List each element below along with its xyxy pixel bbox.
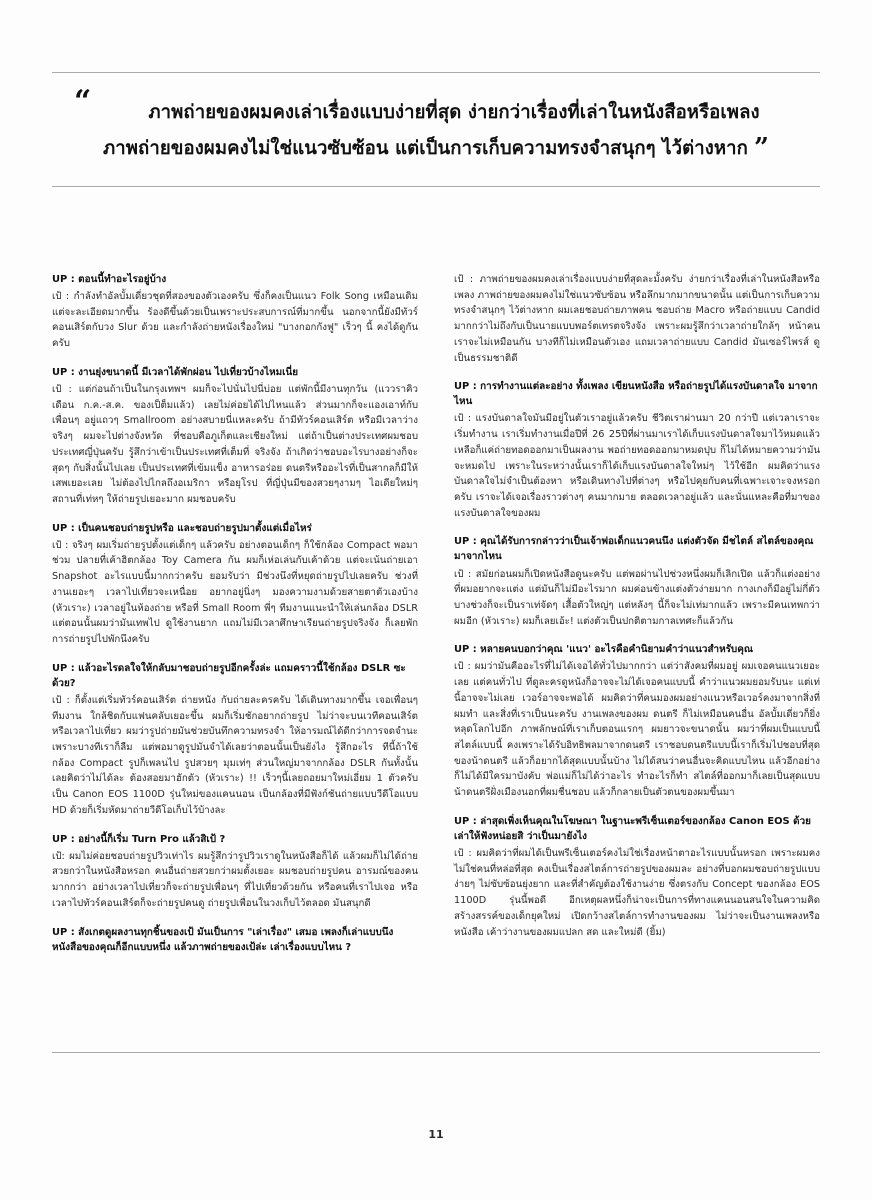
question-text: UP : คุณได้รับการกล่าวว่าเป็นเจ้าพ่อเด็กแนวคนนึง แต่งตัวจัด มีชไตล์ สไตล์ของคุณ มาจากไหน xyxy=(454,536,814,563)
question-text: UP : ตอนนี้ทำอะไรอยู่บ้าง xyxy=(52,274,167,285)
footer-rule xyxy=(52,1052,820,1053)
qa-block xyxy=(52,661,418,819)
pull-quote-line-2-wrap xyxy=(70,128,802,168)
qa-block xyxy=(454,814,820,940)
question-text: UP : สังเกตดูผลงานทุกชิ้นของเป้ มันเป็นการ "เล่าเรื่อง" เสมอ เพลงก็เล่าแบบนึง หนังสือของคุณก็อีกแบบหนึ่ง แล้วภาพถ่ายของเป้ล่ะ เล่าเรื่องแบบไหน ? xyxy=(52,926,394,953)
question-text: UP : ล่าสุดเพิ่งเห็นคุณในโฆษณา ในฐานะพรีเซ็นเตอร์ของกล้อง Canon EOS ด้วย เล่าให้ฟังหน่อยสิ ว่าเป็นมายังไง xyxy=(454,815,811,842)
qa-block xyxy=(52,365,418,508)
question-text: UP : เป็นคนชอบถ่ายรูปหรือ และชอบถ่ายรูปมาตั้งแต่เมื่อไหร่ xyxy=(52,522,312,534)
question-text: UP : การทำงานแต่ละอย่าง ทั้งเพลง เขียนหนังสือ หรือถ่ายรูปได้แรงบันดาลใจ มาจากไหน xyxy=(454,381,818,408)
qa-block xyxy=(52,925,418,955)
question-text: UP : อย่างนี้ก็เริ่ม Turn Pro แล้วสิเป้ ? xyxy=(52,833,226,845)
page-number: 11 xyxy=(428,1128,444,1141)
question-text: UP : หลายคนบอกว่าคุณ 'แนว' อะไรคือคำนิยามคำว่าแนวสำหรับคุณ xyxy=(454,644,754,656)
quote-open-mark: “ xyxy=(74,84,92,119)
qa-block xyxy=(454,272,820,366)
pull-quote-block xyxy=(52,72,820,187)
qa-block xyxy=(454,379,820,521)
quote-close-mark: ” xyxy=(753,132,769,163)
qa-block xyxy=(454,534,820,629)
answer-text: เป้ : แต่ก่อนถ้าเป็นในกรุงเทพฯ ผมก็จะไปนั่นไปนี่บ่อย แต่พักนี้มีงานทุกวัน (แววราคิวเดือน ก.ค.-ส.ค. ของเป็ต็มแล้ว) เลยไม่ค่อยได้ไปไหนแล้ว ส่วนมากก็จะแองเอาท์กับเพื่อนๆ อยู่แถวๆ Smallroom อย่างสบายนี่แหละครับ ถ้ามีทัวร์คอนเสิร์ต หรือมีเวลาว่างจริงๆ ผมจะไปต่างจังหวัด ที่ชอบคือภูเก็ตและเชียงใหม่ แต่ถ้าเป็นต่างประเทศผมชอบประเทศญี่ปุ่นครับ รู้สึกว่าเข้าเป็นประเทศที่เต็มที่ จริงจัง ถ้าเกิดว่าชอบอะไรบางอย่างก็จะสุดๆ กับสิ่งนั้นไปเลย เป็นประเทศที่เข้มแข็ง อาหารอร่อย ดนตรีหรืออะไรที่เป็นสากลก็มีให้เสพเยอะเลย ไม่ต้องไปไกลถึงอเมริกา หรือยุโรป ที่ญี่ปุ่นมีของสวยๆงามๆ ไอเดียใหม่ๆ สถานที่เท่หๆ ให้ถ่ายรูปเยอะมาก ผมชอบครับ xyxy=(52,383,418,505)
pull-quote xyxy=(52,73,820,186)
answer-text: เป้ : แรงบันดาลใจมันมีอยู่ในตัวเราอยู่แล้วครับ ชีวิตเราผ่านมา 20 กว่าปี แต่เวลาเราจะเริ่มทำงาน เราเริ่มทำงานเมื่อปีที่ 26 25ปีที่ผ่านมาเราได้เก็บแรงบันดาลใจมาไว้หมดแล้ว เหลือก็แค่ถ่ายทอดออกมาเป็นผลงาน พอถ่ายทอดออกมาหมดปุบ ก็ไม่ได้หมายความว่ามันจะหมดไป เพราะในระหว่างนั้นเราก็ได้เก็บแรงบันดาลใจใหม่ๆ ไว้ใช้อีก ผมคิดว่าแรงบันดาลใจไม่จำเป็นต้องหา หรือเดินทางไปที่ต่างๆ หรือไปคุยกับคนที่เฉพาะเจาะจงหรอกครับ เราจะได้เจอเรื่องราวต่างๆ คนมากมาย ตลอดเวลาอยู่แล้ว และนั่นแหละคือที่มาของแรงบันดาลใจของผม xyxy=(454,413,820,519)
pull-quote-text xyxy=(56,99,816,168)
answer-text: เป้ : จริงๆ ผมเริ่มถ่ายรูปตั้งแต่เด็กๆ แล้วครับ อย่างตอนเด็กๆ ก็ใช้กล้อง Compact พอมาช่วม ปลายที่เค้าฮิตกล้อง Toy Camera กัน ผมก็เห่อเล่นกับเค้าด้วย แต่จะเน้นถ่ายเอา Snapshot อะไรแบบนี้มากกว่าครับ ยอมรับว่า มีช่วงนึงที่หยุดถ่ายรูปไปเลยครับ ช่วงที่งานเยอะๆ เวลาไปเที่ยวจะเหนื่อย อยากอยู่นิ่งๆ มองความงามด้วยสายตาตัวเองบ้าง (หัวเราะ) เวลาอยู่ในห้องถ่าย หรือที่ Small Room พี่ๆ ทีมงานแนะนำให้เล่นกล้อง DSLR แต่ตอนนั้นผมว่ามันเทพไป ดูใช้งานยาก แถมไม่มีเวลาศึกษาเรียนถ่ายรูปจริงจัง ก็เลยพักการถ่ายรูปไปพักนึงครับ xyxy=(52,539,418,646)
right-column xyxy=(454,272,820,1032)
left-column xyxy=(52,272,418,1032)
answer-text: เป้ : กำลังทำอัลบั้มเดี่ยวชุดที่สองของตัวเองครับ ซึ่งก็คงเป็นแนว Folk Song เหมือนเดิม แต่จะละเอียดมากขึ้น ร้องดีขึ้นด้วยเป็นเพราะประสบการณ์ที่มากขึ้น นอกจากนี้ยังมีทัวร์คอนเสิร์ตกับวง Slur ด้วย และกำลังถ่ายหนังเรื่องใหม่ "บางกอกกังฟู" เร็วๆ นี้ คงได้ดูกันครับ xyxy=(52,291,418,350)
qa-block xyxy=(52,521,418,648)
article-columns xyxy=(52,272,820,1032)
answer-text: เป้ : ภาพถ่ายของผมคงเล่าเรื่องแบบง่ายที่สุดละมั้งครับ ง่ายกว่าเรื่องที่เล่าในหนังสือหรือเพลง ภาพถ่ายของผมคงไม่ใช่แนวซับซ้อน หรือลึกมากมากขนาดนั้น แต่เป็นการเก็บความทรงจำสนุกๆ ไว้ต่างหาก ผมเลยชอบถ่ายภาพคน ชอบถ่าย Macro หรือถ่ายแบบ Candid มากกว่าไม่ถึงกับเป็นนายแบบพอร์ตเทรตจริงจัง เพราะผมรู้สึกว่าเวลาถ่ายใกล้ๆ หน้าคนเราจะไม่เหมือนกัน บางทีก็ไม่เหมือนตัวเอง แถมเวลาถ่ายแบบ Candid มันเซอร์ไพรส์ ดูเป็นธรรมชาติดี xyxy=(454,274,820,364)
quote-bottom-rule xyxy=(52,186,820,187)
answer-text: เป้: ผมไม่ค่อยชอบถ่ายรูปวิวเท่าไร ผมรู้สึกว่ารูปวิวเราดูในหนังสือก็ได้ แล้วผมก็ไม่ได้ถ่ายสวยกว่าในหนังสือหรอก คนอื่นถ่ายสวยกว่าผมตั้งเยอะ ผมชอบถ่ายรูปคน อารมณ์ของคนมากกว่า อย่างเวลาไปเที่ยวก็จะถ่ายรูปเพื่อนๆ ที่ไปเที่ยวด้วยกัน หรือคนที่เราไปเจอ หรือเวลาไปทัวร์คอนเสิร์ตก็จะถ่ายรูปคนดู ถ่ายรูปเพื่อนในวงเก็บไว้ตลอด มันสนุกดี xyxy=(52,850,418,909)
pull-quote-line-2: ภาพถ่ายของผมคงไม่ใช่แนวซับซ้อน แต่เป็นการเก็บความทรงจำสนุกๆ ไว้ต่างหาก xyxy=(102,137,748,159)
qa-block xyxy=(52,272,418,352)
question-text: UP : แล้วอะไรดลใจให้กลับมาชอบถ่ายรูปอีกครั้งล่ะ แถมคราวนี้ใช้กล้อง DSLR ซะด้วย? xyxy=(52,662,406,689)
answer-text: เป้ : สมัยก่อนผมก็เปิดหนังสือดูนะครับ แต่พอผ่านไปช่วงหนึ่งผมก็เลิกเปิด แล้วก็แต่งอย่างที่ผมอยากจะแต่ง แต่มันก็ไม่มีอะไรมาก ผมค่อนข้างแต่งตัวง่ายมาก กางเกงก็มีอยู่ไม่กี่ตัว บางช่วงก็จะเป็นราเท่จัดๆ เสื้อตัวใหญ่ๆ แต่หลังๆ นี้ก็จะไม่เท่มากแล้ว เพราะมีคนเทพกว่าผมอีก (หัวเราะ) ผมก็เลยเอ้ะ! แต่งตัวเป็นปกติตามกาลเทศะก็แล้วกัน xyxy=(454,568,820,627)
answer-text: เป้ : ก็ตั้งแต่เริ่มทัวร์คอนเสิร์ต ถ่ายหนัง กับถ่ายละครครับ ได้เดินทางมากขึ้น เจอเพื่อนๆ ทีมงาน ใกล้ชิดกับแฟนคลับเยอะขึ้น ผมก็เริ่มชักอยากถ่ายรูป ไม่ว่าจะบนเวทีคอนเสิร์ต หรือเวลาไปเที่ยว ผมว่ารูปถ่ายมันช่วยบันทึกความทรงจำ ให้อารมณ์ได้ดีกว่าการจดจำนะ เพราะบางทีเราก็ลืม แต่พอมาดูรูปมันจำได้เลยว่าตอนนั้นเป็นยังไง รู้สึกอะไร ทีนี้ถ้าใช้กล้อง Compact รูปก็เพลนไป รูปสวยๆ มุมเท่ๆ ส่วนใหญ่มาจากกล้อง DSLR กันทั้งนั้น เลยคิดว่าไม่ได้ละ ต้องสอยมาฮักตัว (หัวเราะ) !! เร็วๆนี้เลยถอยมาใหม่เอี่ยม 1 ตัวครับ เป็น Canon EOS 1100D รุ่นใหม่ของแคนนอน เป็นกล้องที่มีฟังก์ชันถ่ายแบบวีดีโอแบบ HD ด้วยก็เริ่มหัดมาถ่ายวีดีโอเก็บไว้บ้างละ xyxy=(52,694,418,816)
qa-block xyxy=(454,642,820,801)
question-text: UP : งานยุ่งขนาดนี้ มีเวลาได้พักผ่อน ไปเที่ยวบ้างไหมเนี่ย xyxy=(52,366,299,378)
pull-quote-line-1: ภาพถ่ายของผมคงเล่าเรื่องแบบง่ายที่สุด ง่ายกว่าเรื่องที่เล่าในหนังสือหรือเพลง xyxy=(148,102,760,123)
answer-text: เป้ : ผมคิดว่าที่ผมได้เป็นพรีเซ็นเตอร์คงไม่ใช่เรื่องหน้าตาอะไรแบบนั้นหรอก เพราะผมคงไม่ใช่คนที่หล่อที่สุด คงเป็นเรื่องสไตล์การถ่ายรูปของผมละ อย่างที่บอกผมชอบถ่ายรูปแบบง่ายๆ ไม่ซับซ้อนยุ่งยาก และที่สำคัญต้องใช้งานง่าย ซึ่งตรงกับ Concept ของกล้อง EOS 1100D รุ่นนี้พอดี อีกเหตุผลหนึ่งก็น่าจะเป็นการที่ทางแคนนอนสนใจในความคิดสร้างสรรค์ของเด็กยุคใหม่ เปิดกว้างสไตล์การทำงานของผม ไม่ว่าจะเป็นงานเพลงหรือหนังสือ เค้าว่างานของผมแปลก สด และใหม่ดี (ยิ้ม) xyxy=(454,848,820,938)
footer-rule-wrap xyxy=(52,1052,820,1053)
answer-text: เป้ : ผมว่ามันคืออะไรที่ไม่ได้เจอได้ทั่วไปมากกว่า แต่ว่าสังคมที่ผมอยู่ ผมเจอคนแนวเยอะเลย แต่คนทั่วไป ที่ดูละครดูหนังก็อาจจะไม่ได้เจอคนแบบนี้ คำว่าแนวผมยอมรับนะ แต่เท่นี้อาจจะไม่เลย เวอร์อาจจะพอได้ ผมคิดว่าที่คนมองผมอย่างแนวหรือเวอร์คงมาจากสิ่งที่ผมทำ และสิ่งที่เราเป็นนะครับ งานเพลงของผม ดนตรี ก็ไม่เหมือนคนอื่น อัลบั้มเดี่ยวก็ยิ่งหลุดโลกไปอีก ภาพลักษณ์ที่เราเก็บตอนแรกๆ ผมยาวจะขนาดนั้น ผมว่าที่ผมเป็นแบบนี้ สไตล์แบบนี้ คงเพราะได้รับอิทธิพลมาจากดนตรี เราชอบดนตรีแบบนี้เราก็เริ่มไปชอบที่สุดของน้าดนตรี แล้วก็อยากได้สุดแบบนั้นบ้าง ไม่ได้สนว่าคนอื่นจะคิดแบบไหน แล้วอีกอย่างก็ไม่ได้มีใครมาบังคับ พ่อแม่ก็ไม่ได้ว่าอะไร ทำอะไรก็ทำ สไตล์ที่ออกมาก็เลยเป็นสุดแบบน้าดนตรีฝั่งเมืองนอกที่ผมชื่นชอบ แล้วก็กลายเป็นตัวตนของผมขึ้นมา xyxy=(454,661,820,799)
qa-block xyxy=(52,832,418,912)
